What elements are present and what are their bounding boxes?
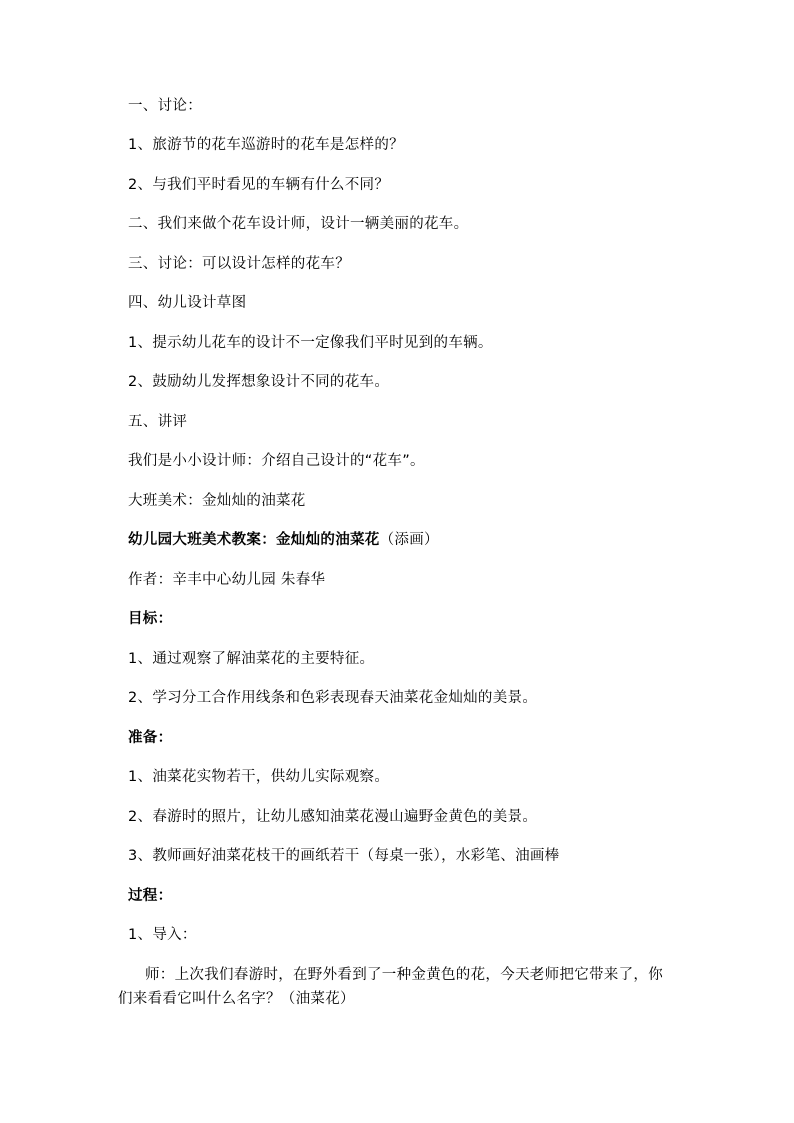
paragraph-line: 们来看看它叫什么名字？（油菜花） <box>118 991 355 1007</box>
goal-heading: 目标： <box>128 611 173 627</box>
list-item: 1、提示幼儿花车的设计不一定像我们平时见到的车辆。 <box>128 335 493 351</box>
section-heading-discussion: 一、讨论： <box>128 98 202 114</box>
list-item: 2、与我们平时看见的车辆有什么不同？ <box>128 177 390 193</box>
process-heading: 过程： <box>128 888 173 904</box>
section-heading-design: 二、我们来做个花车设计师，设计一辆美丽的花车。 <box>128 216 469 232</box>
list-item: 1、导入： <box>128 927 197 943</box>
paragraph-line: 师：上次我们春游时，在野外看到了一种金黄色的花，今天老师把它带来了，你 <box>145 967 663 983</box>
list-item: 3、教师画好油菜花枝干的画纸若干（每桌一张），水彩笔、油画棒 <box>128 848 560 864</box>
section-heading-review: 五、讲评 <box>128 414 188 430</box>
lesson-title-suffix: （添画） <box>379 532 439 548</box>
list-item: 1、通过观察了解油菜花的主要特征。 <box>128 651 375 667</box>
list-item: 1、油菜花实物若干，供幼儿实际观察。 <box>128 769 390 785</box>
paragraph: 我们是小小设计师：介绍自己设计的“花车”。 <box>128 453 425 469</box>
list-item: 2、学习分工合作用线条和色彩表现春天油菜花金灿灿的美景。 <box>128 690 538 706</box>
author-line: 作者：辛丰中心幼儿园 朱春华 <box>128 572 326 588</box>
lesson-title <box>128 530 439 550</box>
prep-heading: 准备： <box>128 730 173 746</box>
paragraph: 大班美术：金灿灿的油菜花 <box>128 493 306 509</box>
section-heading-sketch: 四、幼儿设计草图 <box>128 295 247 311</box>
lesson-title-text: 幼儿园大班美术教案：金灿灿的油菜花 <box>128 532 380 548</box>
section-heading-discussion-2: 三、讨论：可以设计怎样的花车？ <box>128 256 350 272</box>
list-item: 2、春游时的照片，让幼儿感知油菜花漫山遍野金黄色的美景。 <box>128 809 538 825</box>
list-item: 1、旅游节的花车巡游时的花车是怎样的？ <box>128 137 404 153</box>
list-item: 2、鼓励幼儿发挥想象设计不同的花车。 <box>128 374 390 390</box>
